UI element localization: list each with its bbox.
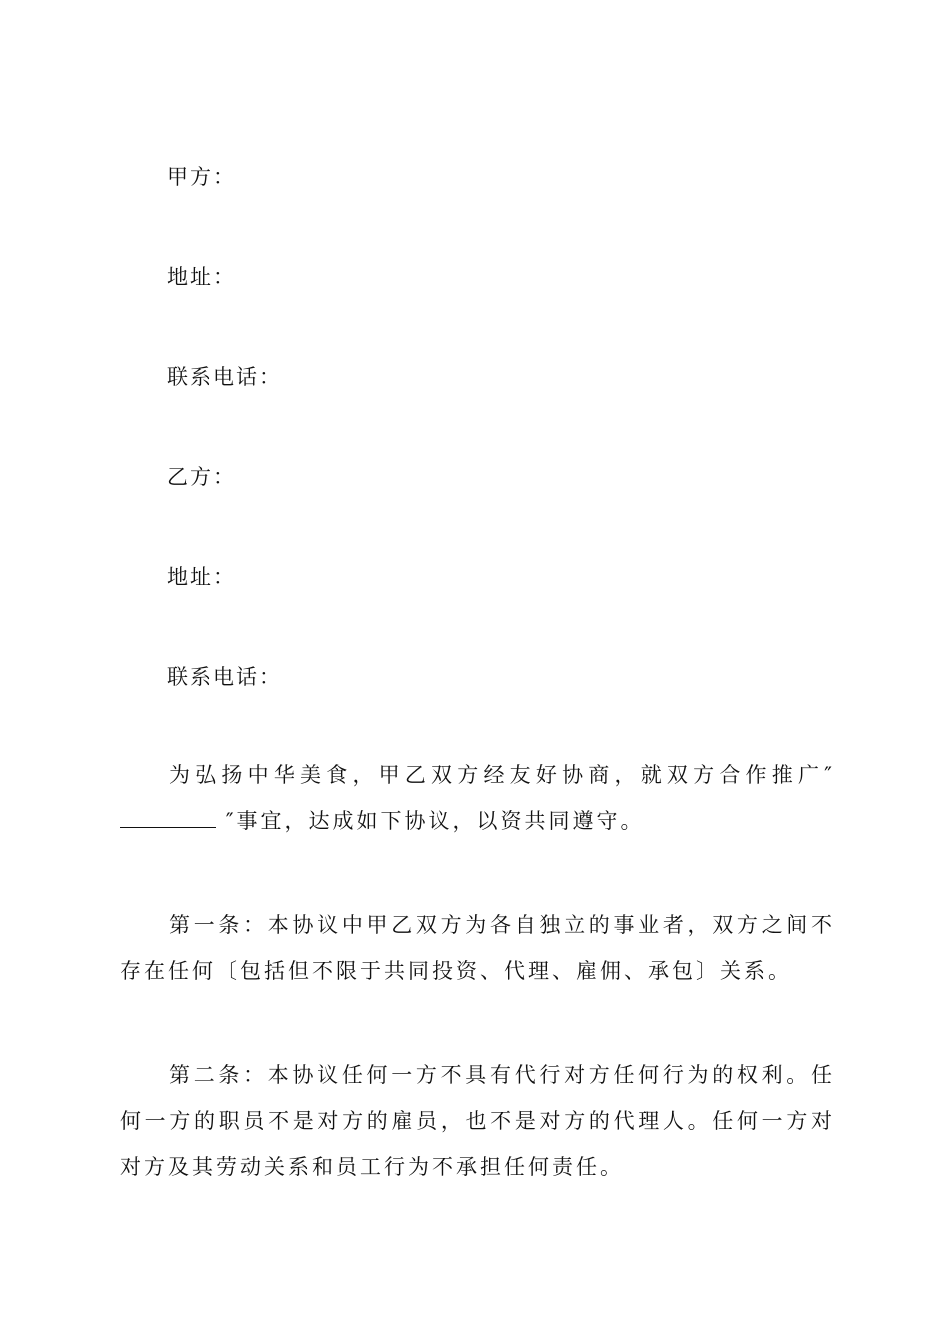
party-a-address-label: 地址： (167, 265, 236, 289)
party-b-label: 乙方： (167, 465, 236, 489)
article-2: 第二条：本协议任何一方不具有代行对方任何行为的权利。任何一方的职员不是对方的雇员，也不是对方的代理人。任何一方对对方及其劳动关系和员工行为不承担任何责任。 (120, 1063, 835, 1179)
party-a-phone-label: 联系电话： (167, 365, 282, 389)
party-b-address-label: 地址： (167, 565, 236, 589)
intro-text-part2: ″事宜，达成如下协议，以资共同遵守。 (225, 809, 645, 833)
intro-text-part1: 为弘扬中华美食，甲乙双方经友好协商，就双方合作推广″ (169, 763, 835, 787)
blank-line (120, 807, 168, 828)
party-b-phone-label: 联系电话： (167, 665, 282, 689)
intro-paragraph (120, 752, 835, 844)
party-a-label: 甲方： (167, 165, 236, 189)
article-1: 第一条：本协议中甲乙双方为各自独立的事业者，双方之间不存在任何〔包括但不限于共同投资、代理、雇佣、承包〕关系。 (120, 913, 835, 983)
blank-line (168, 807, 216, 828)
